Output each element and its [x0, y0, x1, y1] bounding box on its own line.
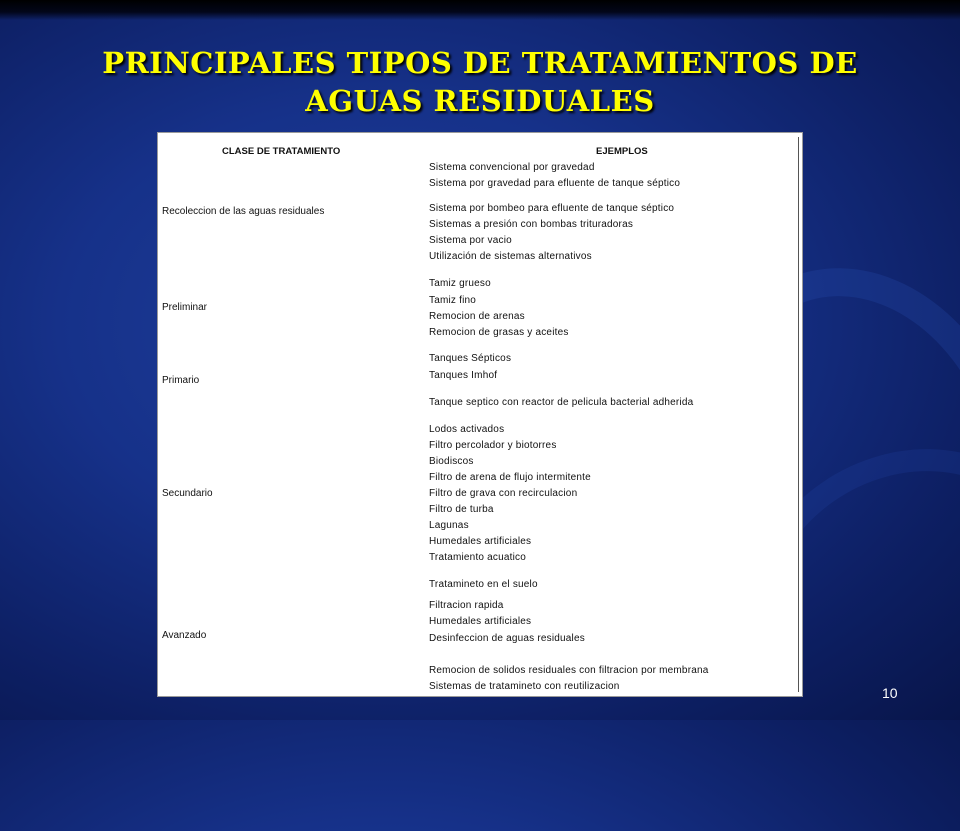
slide-title — [40, 44, 920, 120]
class-recoleccion: Recoleccion de las aguas residuales — [162, 206, 325, 217]
table-right-border — [798, 137, 799, 692]
class-preliminar: Preliminar — [162, 302, 208, 313]
class-secundario: Secundario — [162, 488, 213, 499]
example-item: Sistema por vacio — [429, 235, 512, 246]
top-bar — [0, 0, 960, 20]
example-item: Remocion de solidos residuales con filtracion por membrana — [429, 665, 709, 676]
example-item: Utilización de sistemas alternativos — [429, 251, 592, 262]
page-number: 10 — [882, 685, 898, 701]
class-avanzado: Avanzado — [162, 630, 207, 641]
example-item: Tratamiento acuatico — [429, 552, 527, 563]
example-item: Sistemas de tratamineto con reutilizacion — [429, 681, 620, 692]
slide-title-line-2: AGUAS RESIDUALES — [305, 84, 655, 118]
example-item: Filtracion rapida — [429, 600, 504, 611]
example-item: Tanques Sépticos — [429, 353, 512, 364]
example-item: Desinfeccion de aguas residuales — [429, 633, 585, 644]
header-examples: EJEMPLOS — [596, 146, 648, 157]
example-item: Tamiz grueso — [429, 278, 491, 289]
example-item: Tanque septico con reactor de pelicula bacterial adherida — [429, 397, 694, 408]
example-item: Filtro de arena de flujo intermitente — [429, 472, 591, 483]
example-item: Remocion de grasas y aceites — [429, 327, 569, 338]
example-item: Filtro de grava con recirculacion — [429, 488, 578, 499]
example-item: Lagunas — [429, 520, 469, 531]
example-item: Sistema por gravedad para efluente de tanque séptico — [429, 178, 681, 189]
treatment-table — [157, 132, 803, 697]
example-item: Sistemas a presión con bombas trituradoras — [429, 219, 634, 230]
example-item: Humedales artificiales — [429, 616, 532, 627]
example-item: Filtro de turba — [429, 504, 494, 515]
example-item: Tamiz fino — [429, 295, 477, 306]
example-item: Tratamineto en el suelo — [429, 579, 538, 590]
class-primario: Primario — [162, 375, 200, 386]
example-item: Sistema convencional por gravedad — [429, 162, 595, 173]
example-item: Sistema por bombeo para efluente de tanque séptico — [429, 203, 675, 214]
example-item: Tanques Imhof — [429, 370, 498, 381]
example-item: Lodos activados — [429, 424, 505, 435]
slide-title-line-1: PRINCIPALES TIPOS DE TRATAMIENTOS DE — [102, 46, 858, 80]
example-item: Filtro percolador y biotorres — [429, 440, 557, 451]
example-item: Biodiscos — [429, 456, 474, 467]
example-item: Remocion de arenas — [429, 311, 525, 322]
header-class: CLASE DE TRATAMIENTO — [222, 146, 341, 157]
example-item: Humedales artificiales — [429, 536, 532, 547]
